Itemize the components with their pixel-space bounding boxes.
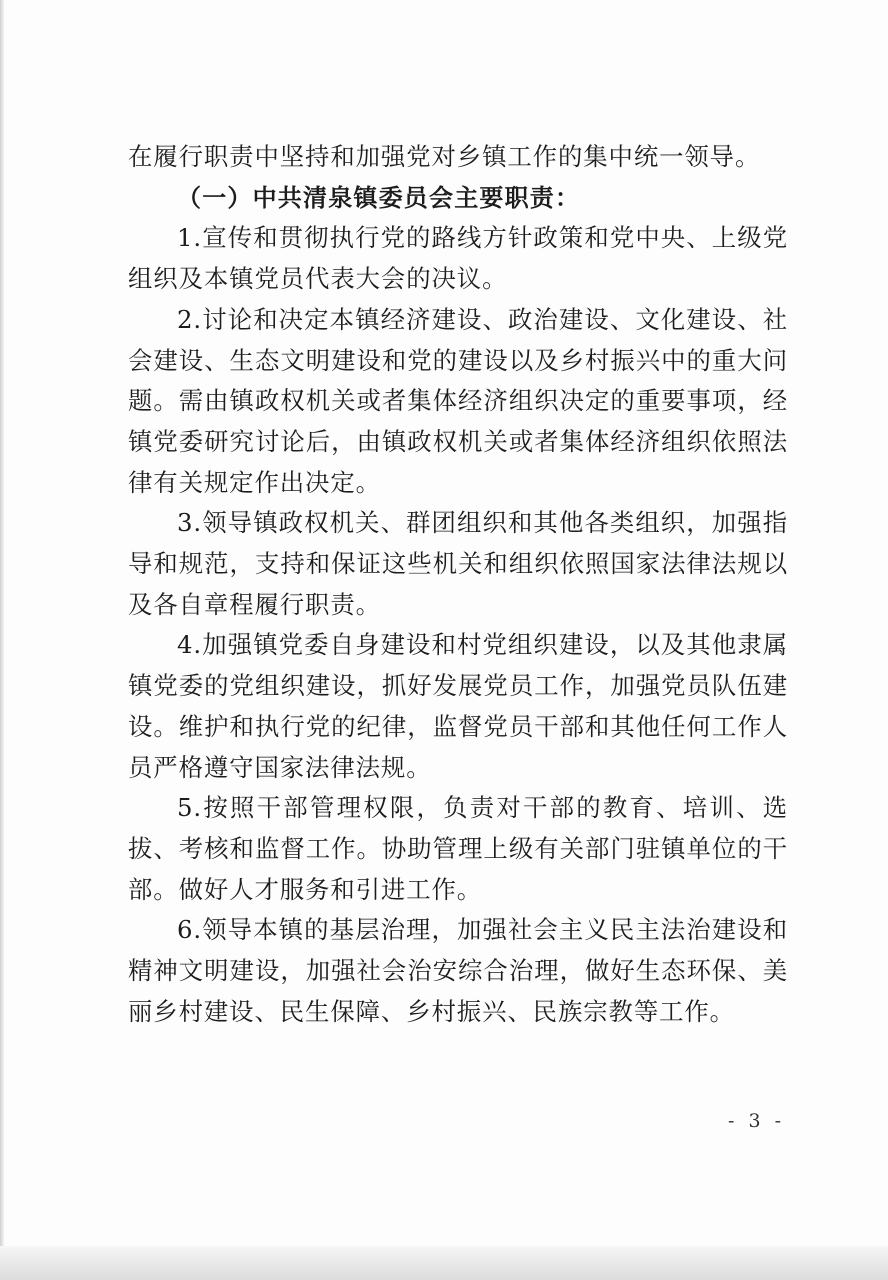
page-number: - 3 -	[728, 1110, 786, 1132]
page-bottom-edge-shadow	[0, 1246, 888, 1280]
duty-item-6: 6.领导本镇的基层治理，加强社会主义民主法治建设和精神文明建设，加强社会治安综合治理，做好生态环保、美丽乡村建设、民生保障、乡村振兴、民族宗教等工作。	[128, 915, 788, 1026]
page-left-edge-shadow	[0, 0, 4, 1280]
document-body	[128, 137, 788, 1032]
paragraph-continuation: 在履行职责中坚持和加强党对乡镇工作的集中统一领导。	[128, 142, 761, 171]
duty-item-5: 5.按照干部管理权限，负责对干部的教育、培训、选拔、考核和监督工作。协助管理上级有关部门驻镇单位的干部。做好人才服务和引进工作。	[128, 793, 788, 904]
duty-item-3: 3.领导镇政权机关、群团组织和其他各类组织，加强指导和规范，支持和保证这些机关和组织依照国家法律法规以及各自章程履行职责。	[128, 508, 788, 619]
duty-item-1: 1.宣传和贯彻执行党的路线方针政策和党中央、上级党组织及本镇党员代表大会的决议。	[128, 223, 788, 294]
duty-item-4: 4.加强镇党委自身建设和村党组织建设，以及其他隶属镇党委的党组织建设，抓好发展党员工作，加强党员队伍建设。维护和执行党的纪律，监督党员干部和其他任何工作人员严格遵守国家法律法规。	[128, 630, 788, 782]
duty-item-2: 2.讨论和决定本镇经济建设、政治建设、文化建设、社会建设、生态文明建设和党的建设以及乡村振兴中的重大问题。需由镇政权机关或者集体经济组织决定的重要事项，经镇党委研究讨论后，由镇政权机关或者集体经济组织依照法律有关规定作出决定。	[128, 304, 788, 497]
section-heading: （一）中共清泉镇委员会主要职责：	[177, 183, 581, 212]
